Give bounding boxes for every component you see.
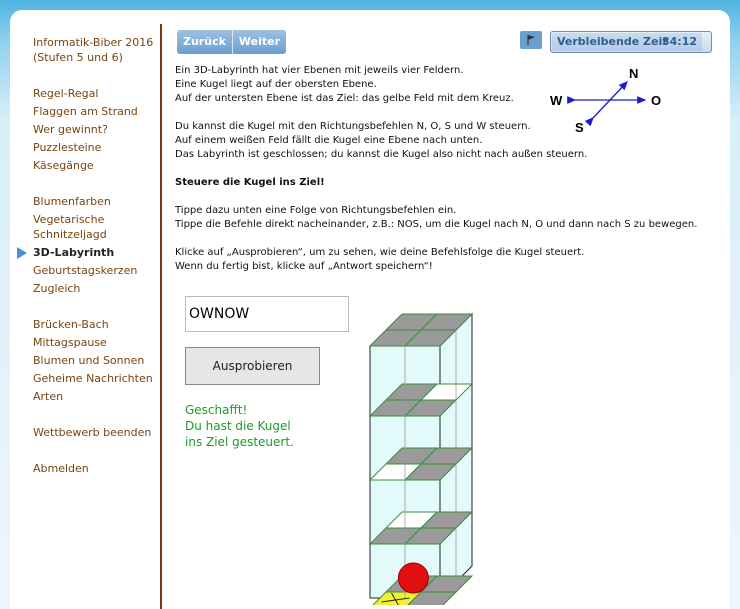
compass-west-label: W	[550, 93, 563, 108]
sidebar-item-bruecken-bach[interactable]: Brücken-Bach	[33, 318, 109, 331]
end-contest-link[interactable]: Wettbewerb beenden	[33, 426, 152, 439]
nav-button-group	[177, 30, 286, 54]
compass-east-label: O	[651, 93, 662, 108]
task-howto	[175, 204, 715, 232]
sidebar-item-puzzlesteine[interactable]: Puzzlesteine	[33, 141, 102, 154]
text-line: Wenn du fertig bist, klicke auf „Antwort speichern“!	[175, 261, 433, 272]
page-frame	[10, 10, 730, 609]
sidebar-item-regel-regal[interactable]: Regel-Regal	[33, 87, 99, 100]
nav-group-1	[10, 85, 160, 175]
ball	[398, 563, 428, 593]
text-line: Du kannst die Kugel mit den Richtungsbefehlen N, O, S und W steuern.	[175, 121, 531, 132]
sidebar-divider	[160, 24, 162, 609]
text-line: Tippe die Befehle direkt nacheinander, z.B.: NOS, um die Kugel nach N, O und dann nach S zu bewegen.	[175, 219, 698, 230]
text-line: Ein 3D-Labyrinth hat vier Ebenen mit jeweils vier Feldern.	[175, 65, 464, 76]
success-feedback	[185, 402, 294, 450]
sidebar	[10, 10, 160, 609]
sidebar-item-geheime-nachrichten[interactable]: Geheime Nachrichten	[33, 372, 153, 385]
text-line: Klicke auf „Ausprobieren“, um zu sehen, wie deine Befehlsfolge die Kugel steuert.	[175, 247, 585, 258]
sidebar-item-schnitzeljagd[interactable]	[10, 211, 160, 244]
nav-group-header	[10, 34, 160, 67]
sidebar-item-blumenfarben[interactable]: Blumenfarben	[33, 195, 111, 208]
nav-group-2	[10, 193, 160, 298]
sidebar-item-3d-labyrinth[interactable]	[10, 244, 160, 262]
sidebar-item-blumen-und-sonnen[interactable]: Blumen und Sonnen	[33, 354, 145, 367]
sidebar-item-kaesegaenge[interactable]: Käsegänge	[33, 159, 94, 172]
feedback-line: ins Ziel gesteuert.	[185, 435, 294, 449]
logout-link[interactable]: Abmelden	[33, 462, 89, 475]
sidebar-item-arten[interactable]: Arten	[33, 390, 64, 403]
sidebar-item-contest-title[interactable]	[10, 34, 160, 67]
flag-icon	[527, 35, 536, 45]
sidebar-item-zugleich[interactable]: Zugleich	[33, 282, 81, 295]
sidebar-item-label: Informatik-Biber 2016	[33, 36, 154, 49]
compass-south-label: S	[575, 120, 584, 135]
task-navigation	[177, 30, 286, 54]
back-button[interactable]: Zurück	[177, 30, 233, 54]
nav-group-3	[10, 316, 160, 406]
timer-value: 34:12	[661, 35, 697, 48]
flag-task-button[interactable]	[520, 31, 542, 49]
current-task-arrow-icon	[17, 247, 27, 259]
text-line: Das Labyrinth ist geschlossen; du kannst die Kugel also nicht nach außen steuern.	[175, 149, 588, 160]
sidebar-item-geburtstagskerzen[interactable]: Geburtstagskerzen	[33, 264, 138, 277]
feedback-line: Du hast die Kugel	[185, 419, 291, 433]
compass-north-label: N	[629, 66, 639, 81]
nav-group-4	[10, 424, 160, 442]
text-line: Eine Kugel liegt auf der obersten Ebene.	[175, 79, 377, 90]
nav-group-5	[10, 460, 160, 478]
try-button[interactable]: Ausprobieren	[185, 347, 320, 385]
sidebar-item-mittagspause[interactable]: Mittagspause	[33, 336, 107, 349]
text-line: Tippe dazu unten eine Folge von Richtungsbefehlen ein.	[175, 205, 457, 216]
sidebar-item-label: Vegetarische	[33, 213, 105, 226]
text-line: Auf einem weißen Feld fällt die Kugel eine Ebene nach unten.	[175, 135, 483, 146]
sidebar-item-label: Schnitzeljagd	[33, 228, 107, 241]
sidebar-item-label: (Stufen 5 und 6)	[33, 51, 123, 64]
sidebar-item-wer-gewinnt[interactable]: Wer gewinnt?	[33, 123, 108, 136]
remaining-time-display	[550, 31, 712, 53]
timer-label: Verbleibende Zeit	[557, 35, 668, 48]
text-line: Auf der untersten Ebene ist das Ziel: das gelbe Feld mit dem Kreuz.	[175, 93, 514, 104]
feedback-line: Geschafft!	[185, 403, 248, 417]
next-button[interactable]: Weiter	[238, 35, 281, 48]
3d-labyrinth-view	[358, 300, 478, 605]
command-sequence-input[interactable]	[185, 296, 349, 332]
task-submit-hint	[175, 246, 715, 274]
sidebar-item-flaggen-am-strand[interactable]: Flaggen am Strand	[33, 105, 138, 118]
sidebar-item-label: 3D-Labyrinth	[33, 246, 115, 259]
task-goal: Steuere die Kugel ins Ziel!	[175, 177, 325, 188]
compass-rose-icon	[545, 66, 675, 136]
